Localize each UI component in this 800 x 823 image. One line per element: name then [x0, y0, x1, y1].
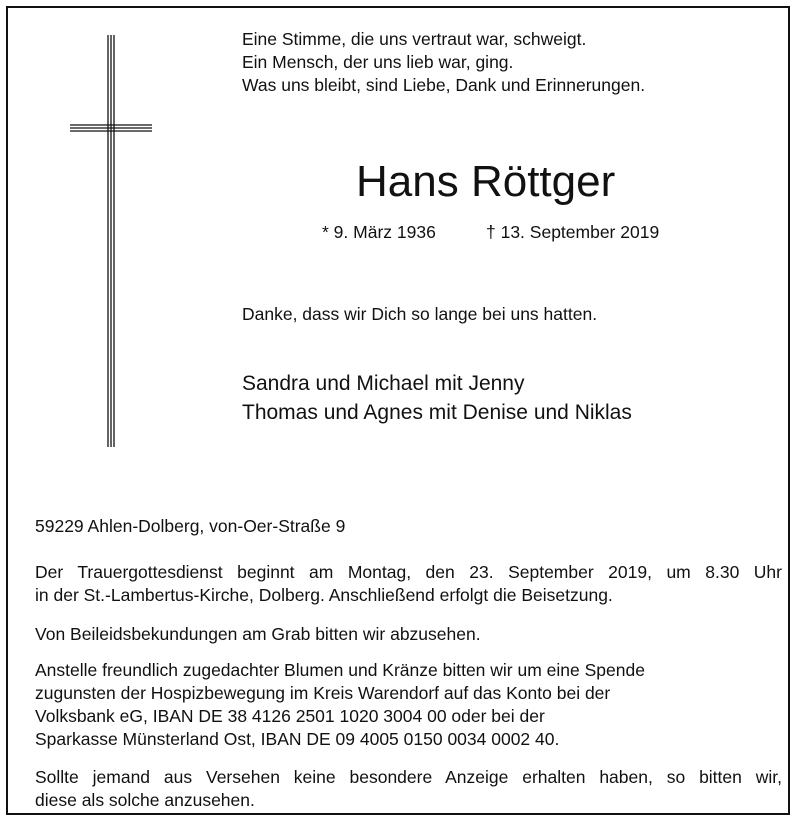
service-line: in der St.-Lambertus-Kirche, Dolberg. Anschließend erfolgt die Beisetzung.	[35, 585, 613, 605]
notice-line: Sollte jemand aus Versehen keine besondere Anzeige erhalten haben, so bitten wir,	[35, 767, 782, 787]
donation-line: Sparkasse Münsterland Ost, IBAN DE 09 4005 0150 0034 0002 40.	[35, 729, 560, 749]
family-line: Sandra und Michael mit Jenny	[242, 372, 525, 395]
address: 59229 Ahlen-Dolberg, von-Oer-Straße 9	[35, 516, 346, 536]
service-line: Der Trauergottesdienst beginnt am Montag, den 23. September 2019, um 8.30 Uhr	[35, 562, 782, 582]
notice-line: diese als solche anzusehen.	[35, 790, 255, 810]
cross-icon	[70, 35, 152, 447]
poem-line: Eine Stimme, die uns vertraut war, schweigt.	[242, 29, 587, 49]
poem-line: Ein Mensch, der uns lieb war, ging.	[242, 52, 514, 72]
obituary-frame	[6, 6, 790, 815]
birth-date: * 9. März 1936	[322, 222, 436, 242]
deceased-name: Hans Röttger	[356, 157, 616, 206]
donation-line: Anstelle freundlich zugedachter Blumen und Kränze bitten wir um eine Spende	[35, 660, 645, 680]
service-paragraph	[35, 561, 782, 607]
family-line: Thomas und Agnes mit Denise und Niklas	[242, 401, 632, 424]
donation-paragraph	[35, 659, 782, 751]
donation-line: Volksbank eG, IBAN DE 38 4126 2501 1020 3004 00 oder bei der	[35, 706, 545, 726]
memorial-poem	[242, 28, 645, 97]
family-signatures	[242, 369, 632, 427]
donation-line: zugunsten der Hospizbewegung im Kreis Warendorf auf das Konto bei der	[35, 683, 611, 703]
condolences-paragraph	[35, 623, 782, 646]
life-dates	[322, 221, 660, 243]
notice-paragraph	[35, 766, 782, 812]
poem-line: Was uns bleibt, sind Liebe, Dank und Erinnerungen.	[242, 75, 646, 95]
thanks-line: Danke, dass wir Dich so lange bei uns hatten.	[242, 304, 598, 324]
condolences-line: Von Beileidsbekundungen am Grab bitten wir abzusehen.	[35, 624, 481, 644]
death-date: † 13. September 2019	[486, 222, 660, 242]
